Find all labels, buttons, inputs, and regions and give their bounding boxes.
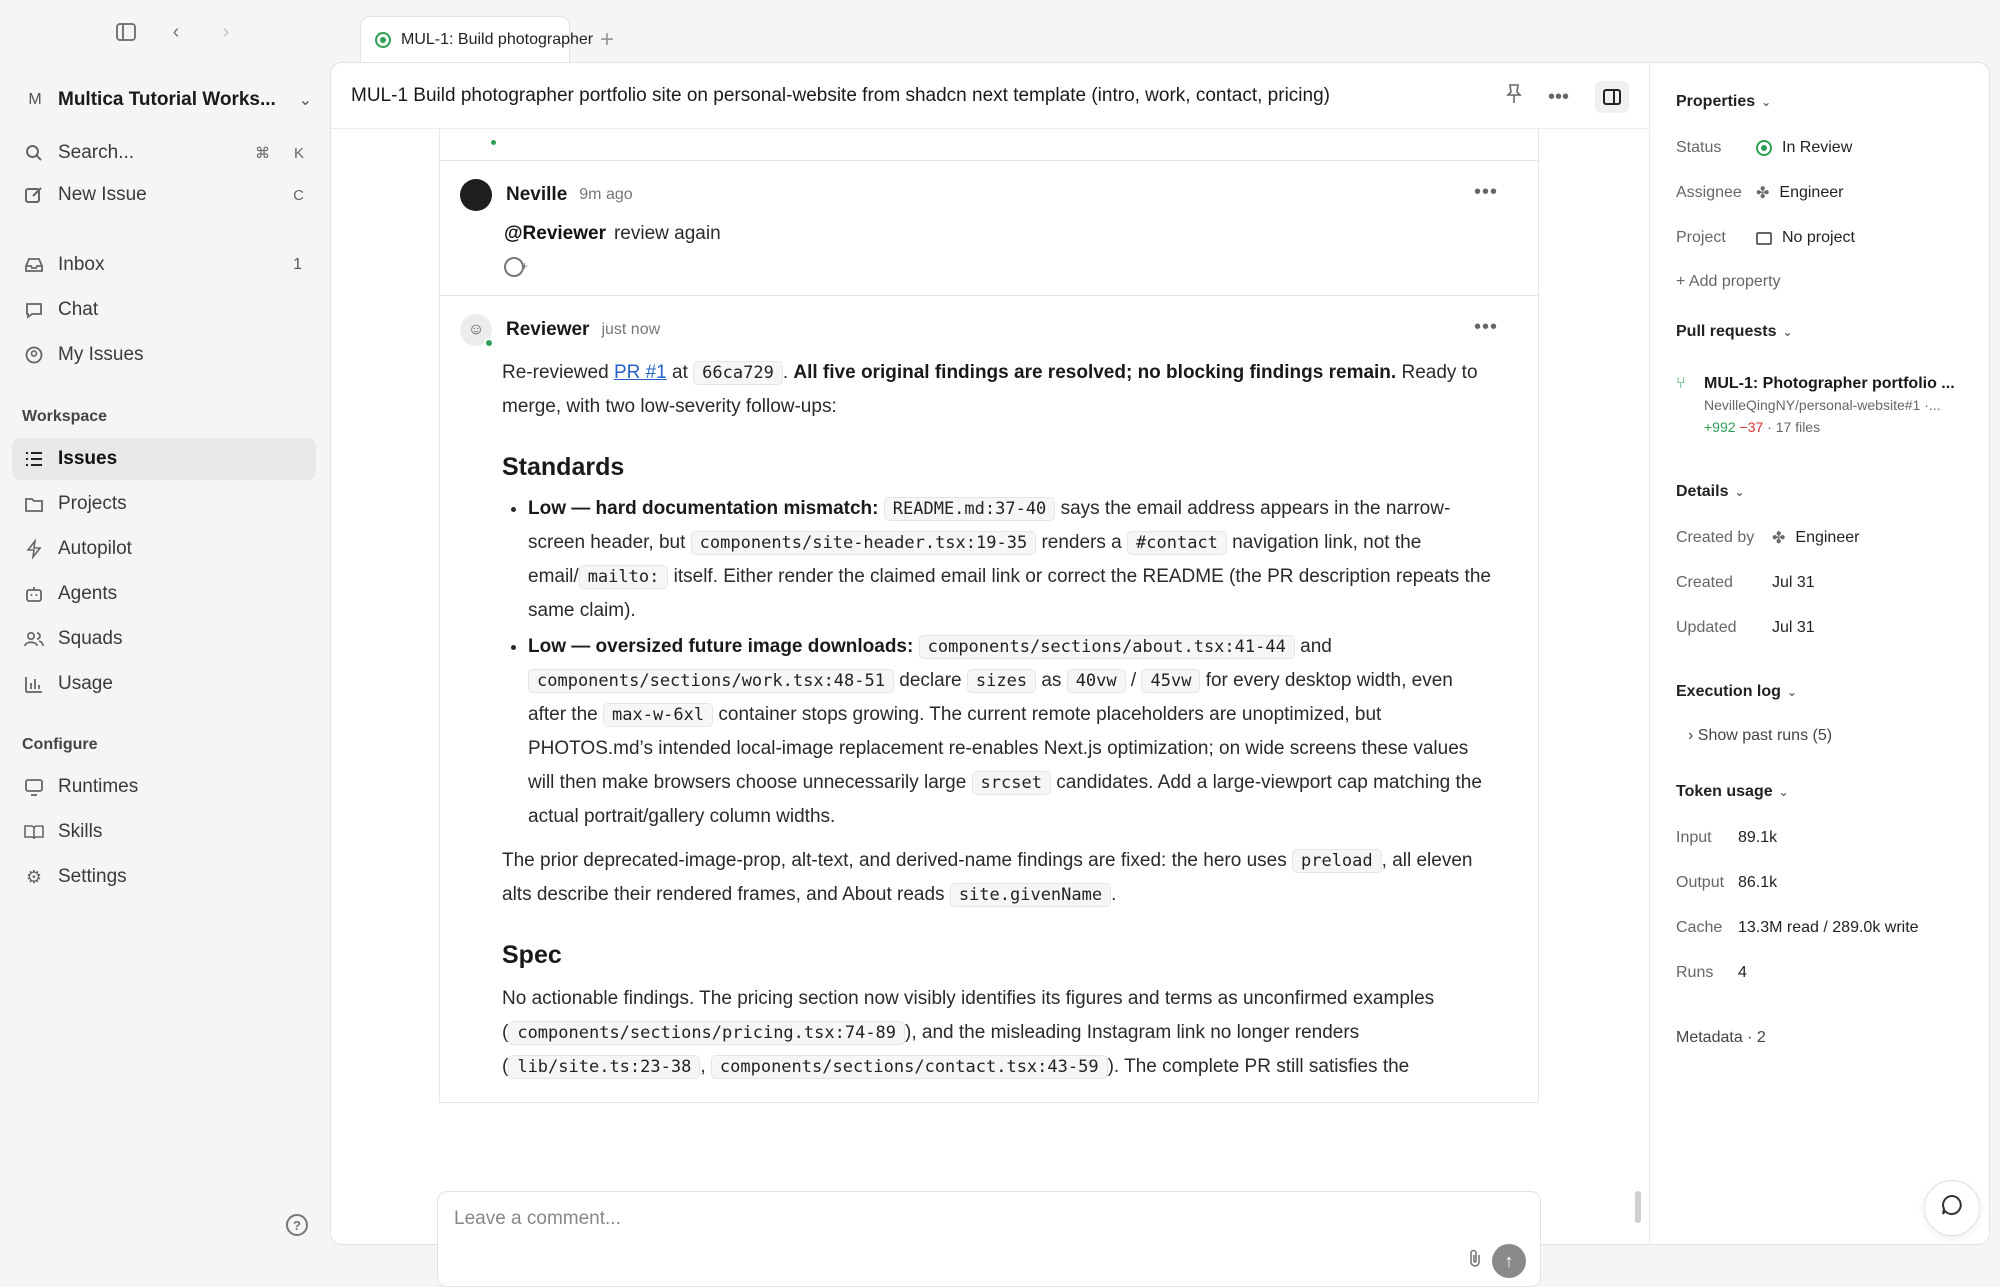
previous-comment-partial xyxy=(440,129,1538,161)
details-header[interactable]: Details ⌄ xyxy=(1676,483,1745,500)
agents-label: Agents xyxy=(58,583,118,604)
projects-label: Projects xyxy=(58,493,127,514)
comment-more-icon[interactable]: ••• xyxy=(1473,316,1498,338)
review-paragraph: The prior deprecated-image-prop, alt-text, and derived-name findings are fixed: the hero uses preload , all eleven alts describe their rendered frames, and About reads site.givenName . xyxy=(502,850,1473,905)
comment-time: 9m ago xyxy=(579,186,633,203)
commit-hash: 66ca729 xyxy=(693,361,783,385)
comment-header xyxy=(460,179,1518,211)
mention[interactable]: @Reviewer xyxy=(504,223,606,244)
help-icon[interactable]: ? xyxy=(286,1214,308,1236)
sidebar-item-skills[interactable] xyxy=(12,811,316,853)
comment-more-icon[interactable]: ••• xyxy=(1473,181,1498,203)
chat-bubble-icon xyxy=(22,298,46,322)
created-row: Created Jul 31 xyxy=(1676,574,1815,591)
issue-title-bar xyxy=(331,63,1649,129)
pull-request-card[interactable] xyxy=(1676,375,1986,435)
pin-icon[interactable] xyxy=(1506,84,1522,110)
status-value: In Review xyxy=(1782,139,1853,156)
chat-label: Chat xyxy=(58,299,99,320)
comment-author[interactable]: Neville xyxy=(506,184,568,205)
pr-title: MUL-1: Photographer portfolio ... xyxy=(1704,375,1955,392)
usage-label: Usage xyxy=(58,673,113,694)
comment-composer[interactable] xyxy=(437,1191,1541,1287)
input-tokens-row: Input 89.1k xyxy=(1676,829,1778,846)
show-past-runs-button[interactable]: › Show past runs (5) xyxy=(1688,727,1833,744)
created-by-row: Created by ✤ Engineer xyxy=(1676,529,1860,547)
list-item: • Low — hard documentation mismatch: README.md:37-40 says the email address appears in the narrow-screen header, but components/site-header.tsx:19-35 renders a #contact navigation link, not the email/ mailto: itself. Either render the claimed email link or correct the README (the PR description repeats the same claim). xyxy=(528,492,1496,628)
comment-time: just now xyxy=(601,321,661,338)
chevron-down-icon: ⌄ xyxy=(1782,325,1793,339)
output-tokens-row: Output 86.1k xyxy=(1676,874,1778,891)
inbox-label: Inbox xyxy=(58,254,105,275)
folder-icon xyxy=(22,492,46,516)
search-label: Search... xyxy=(58,142,135,163)
new-issue-button[interactable] xyxy=(12,174,316,216)
my-issues-label: My Issues xyxy=(58,344,144,365)
heading-standards: Standards xyxy=(502,453,625,481)
review-paragraph: No actionable findings. The pricing section now visibly identifies its figures and terms as unconfirmed examples ( components/sections/pricing.tsx:74-89 ), and the misleading Instagram link no longer renders ( lib/site.ts:23-38 , components/sections/contact.tsx:43-59 ). The complete PR still satisfies the xyxy=(502,988,1435,1077)
add-property-button[interactable]: + Add property xyxy=(1676,273,1781,290)
sidebar-item-my-issues[interactable] xyxy=(12,334,316,376)
agent-avatar-icon: ✤ xyxy=(1772,530,1786,547)
people-icon xyxy=(22,627,46,651)
metadata-toggle[interactable]: Metadata · 2 xyxy=(1676,1029,1766,1046)
sidebar-item-autopilot[interactable] xyxy=(12,528,316,570)
avatar xyxy=(460,179,492,211)
sidebar-item-projects[interactable] xyxy=(12,483,316,525)
project-value: No project xyxy=(1782,229,1855,246)
chevron-down-icon: ⌄ xyxy=(1778,785,1789,799)
book-icon xyxy=(22,820,46,844)
review-body xyxy=(460,356,1518,1084)
paperclip-icon[interactable] xyxy=(1468,1249,1482,1272)
chevron-down-icon: ⌄ xyxy=(1734,485,1745,499)
sidebar-item-inbox[interactable] xyxy=(12,244,316,286)
bar-chart-icon xyxy=(22,672,46,696)
status-row[interactable]: Status In Review xyxy=(1676,139,1853,156)
back-arrow-icon[interactable]: ‹ xyxy=(172,20,180,43)
project-icon xyxy=(1756,232,1772,245)
sidebar-item-settings[interactable] xyxy=(12,856,316,898)
updated-row: Updated Jul 31 xyxy=(1676,619,1815,636)
add-reaction-icon[interactable] xyxy=(504,257,524,277)
send-arrow-icon[interactable]: ↑ xyxy=(1492,1244,1526,1278)
gear-icon: ⚙ xyxy=(25,866,43,887)
bolt-icon xyxy=(22,537,46,561)
autopilot-label: Autopilot xyxy=(58,538,132,559)
title-actions xyxy=(1506,81,1629,113)
comment-header xyxy=(460,314,1518,346)
in-review-status-icon xyxy=(375,32,391,48)
execution-log-header[interactable]: Execution log ⌄ xyxy=(1676,683,1797,700)
comment-reviewer xyxy=(440,296,1538,1102)
runs-row: Runs 4 xyxy=(1676,964,1747,981)
bot-icon xyxy=(22,582,46,606)
new-issue-label: New Issue xyxy=(58,184,147,205)
in-review-status-icon xyxy=(1756,140,1772,156)
comment-thread xyxy=(439,129,1539,1103)
edit-icon xyxy=(22,183,46,207)
sidebar xyxy=(0,0,328,1255)
assignee-value: Engineer xyxy=(1779,184,1844,201)
workspace-nav xyxy=(12,408,316,705)
comment-body xyxy=(460,217,1518,277)
activity-feed xyxy=(439,129,1539,1187)
workspace-name: Multica Tutorial Works... xyxy=(58,89,276,110)
agent-avatar-icon: ✤ xyxy=(1756,185,1770,202)
git-pull-request-icon: ⑂ xyxy=(1676,375,1686,392)
comment-neville xyxy=(440,161,1538,296)
tab-label: MUL-1: Build photographer xyxy=(401,30,594,48)
user-circle-icon xyxy=(22,343,46,367)
pull-requests-header[interactable]: Pull requests ⌄ xyxy=(1676,323,1793,340)
heading-spec: Spec xyxy=(502,941,562,969)
issues-icon xyxy=(22,447,46,471)
list-item: • Low — oversized future image downloads: components/sections/about.tsx:41-44 and components/sections/work.tsx:48-51 declare sizes as 40vw / 45vw for every desktop width, even after the max-w-6xl container stops growing. The current remote placeholders are unoptimized, but PHOTOS.md’s intended local-image replacement re-enables Next.js optimization; on wide screens these values will then make browsers choose unnecessarily large srcset candidates. Add a large-viewport cap matching the actual portrait/gallery column widths. xyxy=(528,630,1496,834)
sidebar-toggle-icon[interactable] xyxy=(112,18,140,46)
bot-face-icon: ☺ xyxy=(467,321,485,338)
plus-icon: + xyxy=(1676,273,1689,290)
online-indicator xyxy=(484,338,494,348)
sidebar-item-squads[interactable] xyxy=(12,618,316,660)
configure-nav xyxy=(12,736,316,898)
sidebar-item-agents[interactable] xyxy=(12,573,316,615)
forward-arrow-icon[interactable]: › xyxy=(222,20,230,43)
chat-launcher-button[interactable] xyxy=(1924,1180,1980,1236)
avatar xyxy=(460,314,492,346)
personal-nav xyxy=(12,244,316,376)
comment-text: review again xyxy=(613,223,721,244)
inbox-count-badge: 1 xyxy=(293,256,302,273)
chevron-down-icon: ⌄ xyxy=(298,92,312,109)
project-row[interactable]: Project No project xyxy=(1676,229,1855,246)
cache-tokens-row: Cache 13.3M read / 289.0k write xyxy=(1676,919,1919,936)
search-button[interactable] xyxy=(12,132,316,174)
sidebar-item-issues[interactable] xyxy=(12,438,316,480)
chevron-down-icon: ⌄ xyxy=(1761,95,1772,109)
comment-author[interactable]: Reviewer xyxy=(506,319,590,340)
search-icon xyxy=(22,141,46,165)
search-shortcut-mod: ⌘ xyxy=(255,145,270,162)
issue-panel xyxy=(330,62,1990,1271)
issue-title: MUL-1 Build photographer portfolio site on personal-website from shadcn next template (intro, work, contact, pricing) xyxy=(351,84,1330,106)
workspace-switcher[interactable] xyxy=(22,82,312,118)
comment-input-placeholder[interactable]: Leave a comment... xyxy=(454,1208,621,1229)
runtimes-label: Runtimes xyxy=(58,776,139,797)
sidebar-item-runtimes[interactable] xyxy=(12,766,316,808)
chat-bubble-icon xyxy=(1940,1193,1964,1223)
more-options-icon[interactable]: ••• xyxy=(1547,85,1569,108)
search-shortcut-key: K xyxy=(293,144,304,162)
primary-nav xyxy=(12,132,316,216)
workspace-avatar: M xyxy=(28,91,42,108)
configure-section-label: Configure xyxy=(22,736,98,753)
tab-issue[interactable] xyxy=(360,16,594,62)
inbox-icon xyxy=(22,253,46,277)
online-indicator xyxy=(489,138,498,147)
sidebar-item-chat[interactable] xyxy=(12,289,316,331)
review-intro: Re-reviewed PR #1 at 66ca729 . All five original findings are resolved; no blocking findings remain. Ready to merge, with two low-severity follow-ups: xyxy=(502,362,1478,417)
scrollbar[interactable] xyxy=(1635,1191,1641,1223)
properties-header[interactable]: Properties ⌄ xyxy=(1676,93,1772,110)
pr-link[interactable]: PR #1 xyxy=(613,362,667,383)
new-issue-shortcut: C xyxy=(293,186,304,204)
properties-panel xyxy=(1649,63,1991,1246)
issues-label: Issues xyxy=(58,448,118,469)
workspace-section-label: Workspace xyxy=(22,408,108,425)
assignee-row[interactable]: Assignee ✤ Engineer xyxy=(1676,184,1844,202)
pr-repo: NevilleQingNY/personal-website#1 ·... xyxy=(1704,397,1941,413)
sidebar-item-usage[interactable] xyxy=(12,663,316,705)
token-usage-header[interactable]: Token usage ⌄ xyxy=(1676,783,1789,800)
monitor-icon xyxy=(22,775,46,799)
chevron-down-icon: ⌄ xyxy=(1786,685,1797,699)
pr-stats: +992 −37 · 17 files xyxy=(1704,419,1821,435)
sidebar-top-controls xyxy=(112,18,240,46)
chevron-right-icon: › xyxy=(1688,727,1698,744)
settings-label: Settings xyxy=(58,866,127,887)
new-tab-plus-icon[interactable]: + xyxy=(600,26,615,53)
squads-label: Squads xyxy=(58,628,123,649)
skills-label: Skills xyxy=(58,821,103,842)
toggle-properties-panel-icon[interactable] xyxy=(1595,81,1629,113)
findings-list xyxy=(528,492,1496,834)
